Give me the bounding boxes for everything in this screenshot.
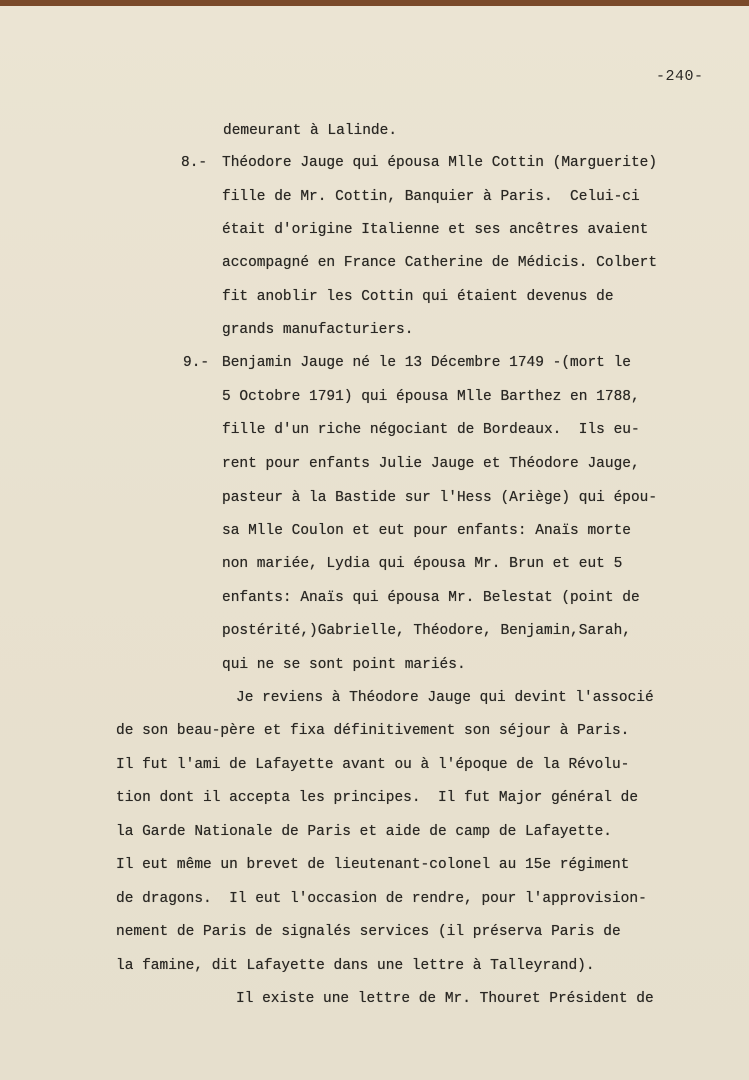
text-line: fille d'un riche négociant de Bordeaux. Ils eu- xyxy=(222,422,640,438)
text-line: sa Mlle Coulon et eut pour enfants: Anaïs morte xyxy=(222,523,631,539)
text-line: Il existe une lettre de Mr. Thouret Président de xyxy=(236,991,654,1007)
text-line: 5 Octobre 1791) qui épousa Mlle Barthez en 1788, xyxy=(222,389,640,405)
text-line: la Garde Nationale de Paris et aide de camp de Lafayette. xyxy=(116,824,612,840)
item-number-9: 9.- xyxy=(183,355,210,371)
text-line: Je reviens à Théodore Jauge qui devint l'associé xyxy=(236,690,654,706)
text-line: non mariée, Lydia qui épousa Mr. Brun et eut 5 xyxy=(222,556,623,572)
text-line: de son beau-père et fixa définitivement son séjour à Paris. xyxy=(116,723,630,739)
text-line: Benjamin Jauge né le 13 Décembre 1749 -(mort le xyxy=(222,355,631,371)
text-line: tion dont il accepta les principes. Il fut Major général de xyxy=(116,790,639,806)
text-line: enfants: Anaïs qui épousa Mr. Belestat (point de xyxy=(222,590,640,606)
text-line: pasteur à la Bastide sur l'Hess (Ariège) qui épou- xyxy=(222,490,658,506)
text-line: de dragons. Il eut l'occasion de rendre, pour l'approvision- xyxy=(116,891,647,907)
text-line: Il fut l'ami de Lafayette avant ou à l'époque de la Révolu- xyxy=(116,757,630,773)
text-line: fit anoblir les Cottin qui étaient devenus de xyxy=(222,289,614,305)
text-line: postérité,)Gabrielle, Théodore, Benjamin,Sarah, xyxy=(222,623,631,639)
text-line: Il eut même un brevet de lieutenant-colonel au 15e régiment xyxy=(116,857,630,873)
text-line: était d'origine Italienne et ses ancêtres avaient xyxy=(222,222,649,238)
text-line: la famine, dit Lafayette dans une lettre à Talleyrand). xyxy=(116,958,595,974)
text-line: fille de Mr. Cottin, Banquier à Paris. Celui-ci xyxy=(222,189,640,205)
text-line: rent pour enfants Julie Jauge et Théodore Jauge, xyxy=(222,456,640,472)
text-line: demeurant à Lalinde. xyxy=(223,123,398,139)
text-line: Théodore Jauge qui épousa Mlle Cottin (Marguerite) xyxy=(222,155,658,171)
text-line: nement de Paris de signalés services (il préserva Paris de xyxy=(116,924,621,940)
text-line: grands manufacturiers. xyxy=(222,322,414,338)
text-line: accompagné en France Catherine de Médicis. Colbert xyxy=(222,255,658,271)
page-number: -240- xyxy=(656,68,704,85)
item-number-8: 8.- xyxy=(181,155,208,171)
text-line: qui ne se sont point mariés. xyxy=(222,657,466,673)
